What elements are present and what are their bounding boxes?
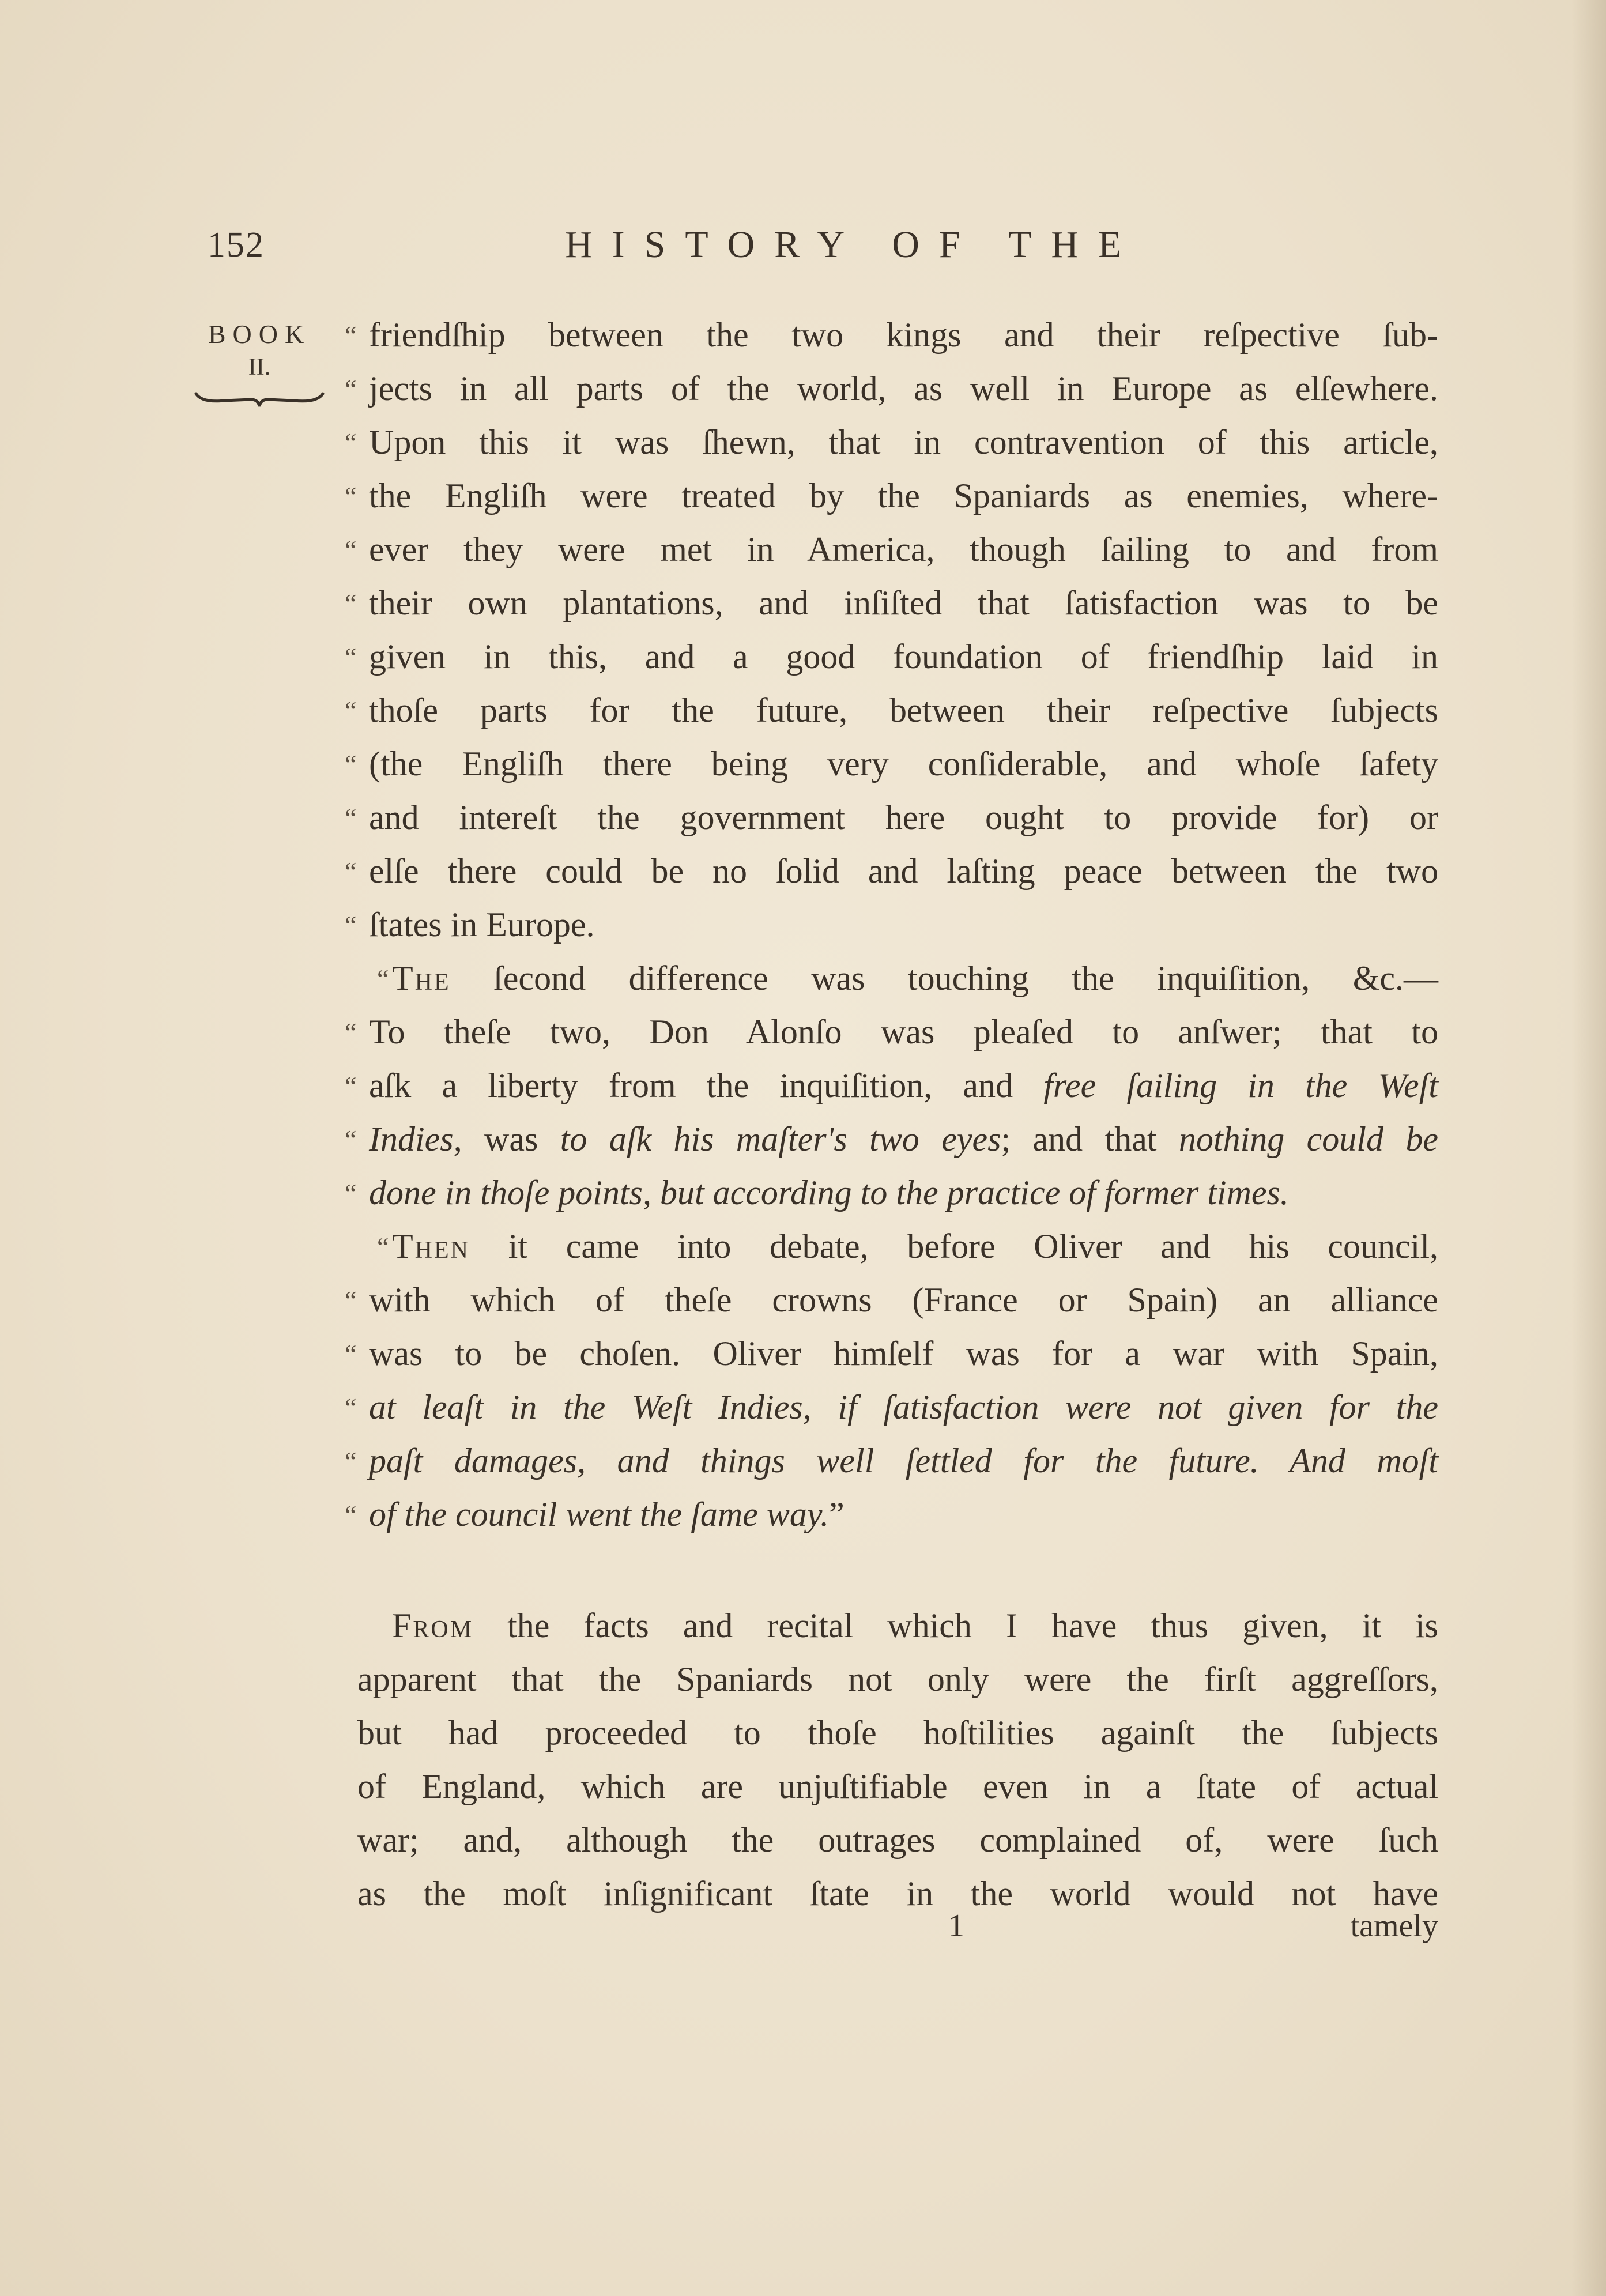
text-span: was — [462, 1120, 560, 1158]
italic-span: of the council went the ſame way. — [369, 1495, 830, 1533]
text-line: “ with which of theſe crowns (France or Spain) an alliance — [357, 1273, 1438, 1327]
main-text — [357, 308, 1438, 1921]
gutter-shadow — [1571, 0, 1606, 2296]
text-line: “ ſtates in Europe. — [357, 898, 1438, 952]
text-line — [357, 1166, 1438, 1220]
page-number: 152 — [208, 225, 265, 265]
text-line: “ given in this, and a good foundation of friendſhip laid in — [357, 630, 1438, 684]
page-header — [208, 219, 1435, 271]
text-line: “ jects in all parts of the world, as well in Europe as elſewhere. — [357, 362, 1438, 416]
small-caps-word: Then — [392, 1227, 470, 1265]
italic-span: paſt damages, and things well ſettled for the future. And moſt — [369, 1442, 1438, 1480]
italic-span: free ſailing in the Weſt — [1043, 1066, 1438, 1104]
closing-quote: ” — [829, 1495, 845, 1533]
paragraph-gap — [357, 1541, 1438, 1599]
text-span: ; and that — [1001, 1120, 1179, 1158]
text-line: “ elſe there could be no ſolid and laſting peace between the two — [357, 844, 1438, 898]
text-line: “ the Engliſh were treated by the Spaniards as enemies, where- — [357, 469, 1438, 523]
text-line — [357, 1599, 1438, 1653]
italic-span: Indies, — [369, 1120, 462, 1158]
margin-book-label: BOOK — [208, 319, 311, 349]
text-line: apparent that the Spaniards not only were the firſt aggreſſors, — [357, 1660, 1438, 1698]
text-line: “ (the Engliſh there being very conſiderable, and whoſe ſafety — [357, 737, 1438, 791]
text-span: aſk a liberty from the inquiſition, and — [369, 1066, 1044, 1104]
small-caps-word: The — [392, 959, 451, 997]
italic-span: nothing could be — [1178, 1120, 1438, 1158]
margin-note — [173, 317, 346, 410]
text-line — [357, 1381, 1438, 1434]
text-line — [357, 1059, 1438, 1113]
running-title: HISTORY OF THE — [565, 224, 1141, 266]
italic-span: to aſk his maſter's two eyes — [560, 1120, 1001, 1158]
small-caps-word: From — [392, 1607, 474, 1645]
text-line: war; and, although the outrages complained of, were ſuch — [357, 1821, 1438, 1859]
text-line: as the moſt inſignificant ſtate in the world would not have — [357, 1875, 1438, 1913]
brace-ornament — [190, 387, 329, 410]
text-line — [357, 952, 1438, 1005]
text-line: “ Upon this it was ſhewn, that in contravention of this article, — [357, 416, 1438, 469]
text-line: “ friendſhip between the two kings and their reſpective ſub- — [357, 308, 1438, 362]
text-line — [357, 1434, 1438, 1488]
text-line: “ their own plantations, and inſiſted that ſatisfaction was to be — [357, 576, 1438, 630]
text-line: “ thoſe parts for the future, between their reſpective ſubjects — [357, 684, 1438, 737]
text-line: but had proceeded to thoſe hoſtilities againſt the ſubjects — [357, 1714, 1438, 1752]
margin-book-numeral: II. — [248, 354, 271, 380]
text-line: “ To theſe two, Don Alonſo was pleaſed to anſwer; that to — [357, 1005, 1438, 1059]
text-line — [357, 1220, 1438, 1273]
catchword: tamely — [1350, 1908, 1438, 1944]
text-line: of England, which are unjuſtifiable even in a ſtate of actual — [357, 1767, 1438, 1805]
text-line: “ was to be choſen. Oliver himſelf was for a war with Spain, — [357, 1327, 1438, 1381]
italic-span: at leaſt in the Weſt Indies, if ſatisfaction were not given for the — [369, 1388, 1438, 1426]
text-line — [357, 1488, 1438, 1541]
text-line — [357, 1113, 1438, 1166]
text-span: the facts and recital which I have thus given, it is — [473, 1607, 1438, 1645]
text-line: “ ever they were met in America, though ſailing to and from — [357, 523, 1438, 576]
italic-span: done in thoſe points, but according to the practice of former times. — [369, 1174, 1289, 1212]
text-span: it came into debate, before Oliver and his council, — [469, 1227, 1438, 1265]
text-span: ſecond difference was touching the inquiſition, &c.— — [450, 959, 1438, 997]
signature-mark: 1 — [948, 1908, 964, 1944]
text-line: “ and intereſt the government here ought to provide for) or — [357, 791, 1438, 844]
page-footer — [357, 1899, 1438, 1953]
